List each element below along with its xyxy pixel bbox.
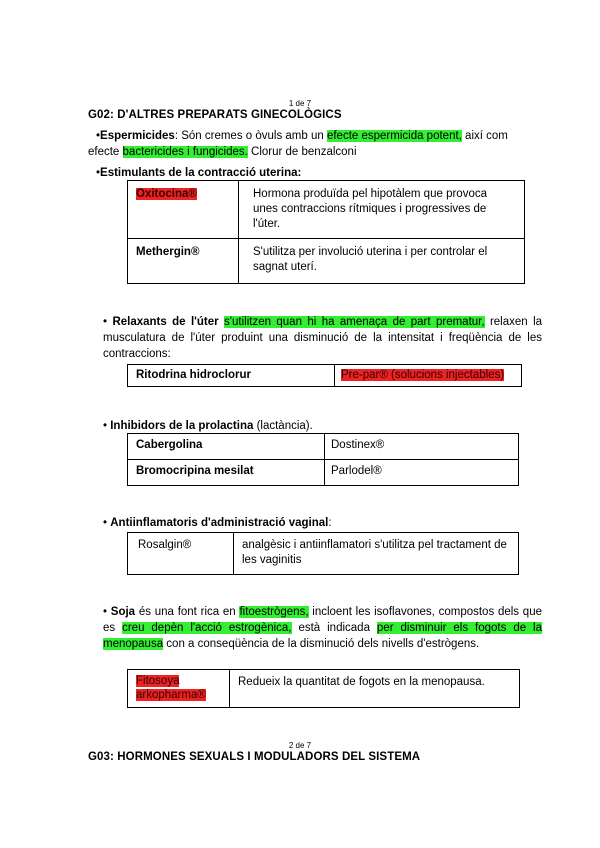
table-row (128, 365, 522, 387)
bullet: • (96, 167, 101, 179)
drug-name: Methergin® (136, 246, 200, 258)
espermicides-paragraph (88, 128, 533, 160)
drug-name: Bromocripina mesilat (136, 465, 254, 477)
highlight-green: creu depèn l'acció estrogènica, (122, 622, 292, 634)
table-row (128, 239, 525, 284)
text: relaxen la musculatura de l'úter produint una disminució de la intensitat i freqüència de les contraccions: (103, 316, 543, 360)
antiinflamatoris-label: Antiinflamatoris d'administració vaginal (110, 517, 329, 529)
section-title-g02: G02: D'ALTRES PREPARATS GINECOLÒGICS (88, 109, 342, 121)
table-cell (230, 670, 520, 708)
drug-name: Oxitocina® (136, 188, 197, 200)
highlight-green: s'utilitzen quan hi ha amenaça de part prematur, (224, 316, 485, 328)
page-number: 2 de 7 (288, 741, 312, 750)
highlight-green: fitoestrògens, (239, 606, 309, 618)
table-row (128, 434, 519, 460)
table-row (128, 533, 519, 575)
bullet: • (103, 517, 108, 529)
table-cell (128, 239, 239, 284)
section-title-g03: G03: HORMONES SEXUALS I MODULADORS DEL SISTEMA (88, 751, 421, 763)
antiinflamatoris-heading (103, 517, 332, 529)
text: incloent les isoflavones, compostos dels que es (103, 606, 542, 634)
bullet: • (103, 606, 108, 618)
drug-name: Cabergolina (136, 439, 203, 451)
table-cell (325, 434, 519, 460)
relaxants-table (127, 364, 522, 387)
espermicides-label: Espermicides (100, 130, 175, 142)
page-number: 1 de 7 (288, 99, 312, 108)
soja-table (127, 669, 520, 708)
drug-brand: Parlodel® (331, 465, 382, 477)
inhibidors-label: Inhibidors de la prolactina (110, 420, 254, 432)
highlight-green: bactericides i fungicides. (122, 146, 248, 158)
drug-brand: Dostinex® (331, 439, 385, 451)
table-cell (239, 239, 525, 284)
soja-label: Soja (110, 606, 136, 618)
drug-name: Rosalgin® (138, 539, 192, 551)
text: és una font rica en (135, 606, 240, 618)
table-cell (128, 434, 325, 460)
bullet: • (103, 420, 108, 432)
drug-name: Fitosoya arkopharma® (136, 675, 206, 701)
text: està indicada (291, 622, 377, 634)
drug-description: Redueix la quantitat de fogots en la menopausa. (238, 676, 485, 688)
drug-description: analgèsic i antiinflamatori s'utilitza pel tractament de les vaginitis (242, 539, 507, 566)
text: : (328, 517, 332, 529)
table-row (128, 181, 525, 239)
table-cell (335, 365, 522, 387)
estimulants-heading (96, 167, 301, 179)
text: : Són cremes o òvuls amb un (174, 130, 327, 142)
soja-paragraph (103, 604, 542, 652)
table-cell (234, 533, 519, 575)
table-cell (128, 365, 335, 387)
estimulants-label: Estimulants de la contracció uterina: (100, 167, 302, 179)
drug-description: Hormona produïda pel hipotàlem que provoca unes contraccions rítmiques i progressives de l'úter. (253, 188, 487, 230)
bullet: • (103, 316, 108, 328)
inhibidors-table (127, 433, 519, 486)
table-cell (128, 460, 325, 486)
table-row (128, 460, 519, 486)
table-cell (128, 181, 239, 239)
table-cell (239, 181, 525, 239)
table-cell (325, 460, 519, 486)
relaxants-paragraph (103, 314, 542, 362)
highlight-green: efecte espermicida potent, (326, 130, 462, 142)
text: així com efecte (88, 130, 508, 158)
table-cell (128, 533, 234, 575)
estimulants-table (127, 180, 525, 284)
drug-name: Ritodrina hidroclorur (136, 369, 251, 381)
drug-description: Pre-par® (solucions injectables) (341, 369, 505, 381)
text: Clorur de benzalconi (247, 146, 357, 158)
text: (lactància). (253, 420, 313, 432)
highlight-green: per disminuir els fogots de la menopausa (103, 622, 542, 650)
text: con a conseqüència de la disminució dels nivells d'estrògens. (163, 638, 480, 650)
table-cell (128, 670, 230, 708)
relaxants-label: Relaxants de l'úter (112, 316, 219, 328)
drug-description: S'utilitza per involució uterina i per controlar el sagnat uterí. (253, 246, 488, 273)
inhibidors-heading (103, 420, 313, 432)
table-row (128, 670, 520, 708)
bullet: • (96, 130, 101, 142)
antiinflamatoris-table (127, 532, 519, 575)
